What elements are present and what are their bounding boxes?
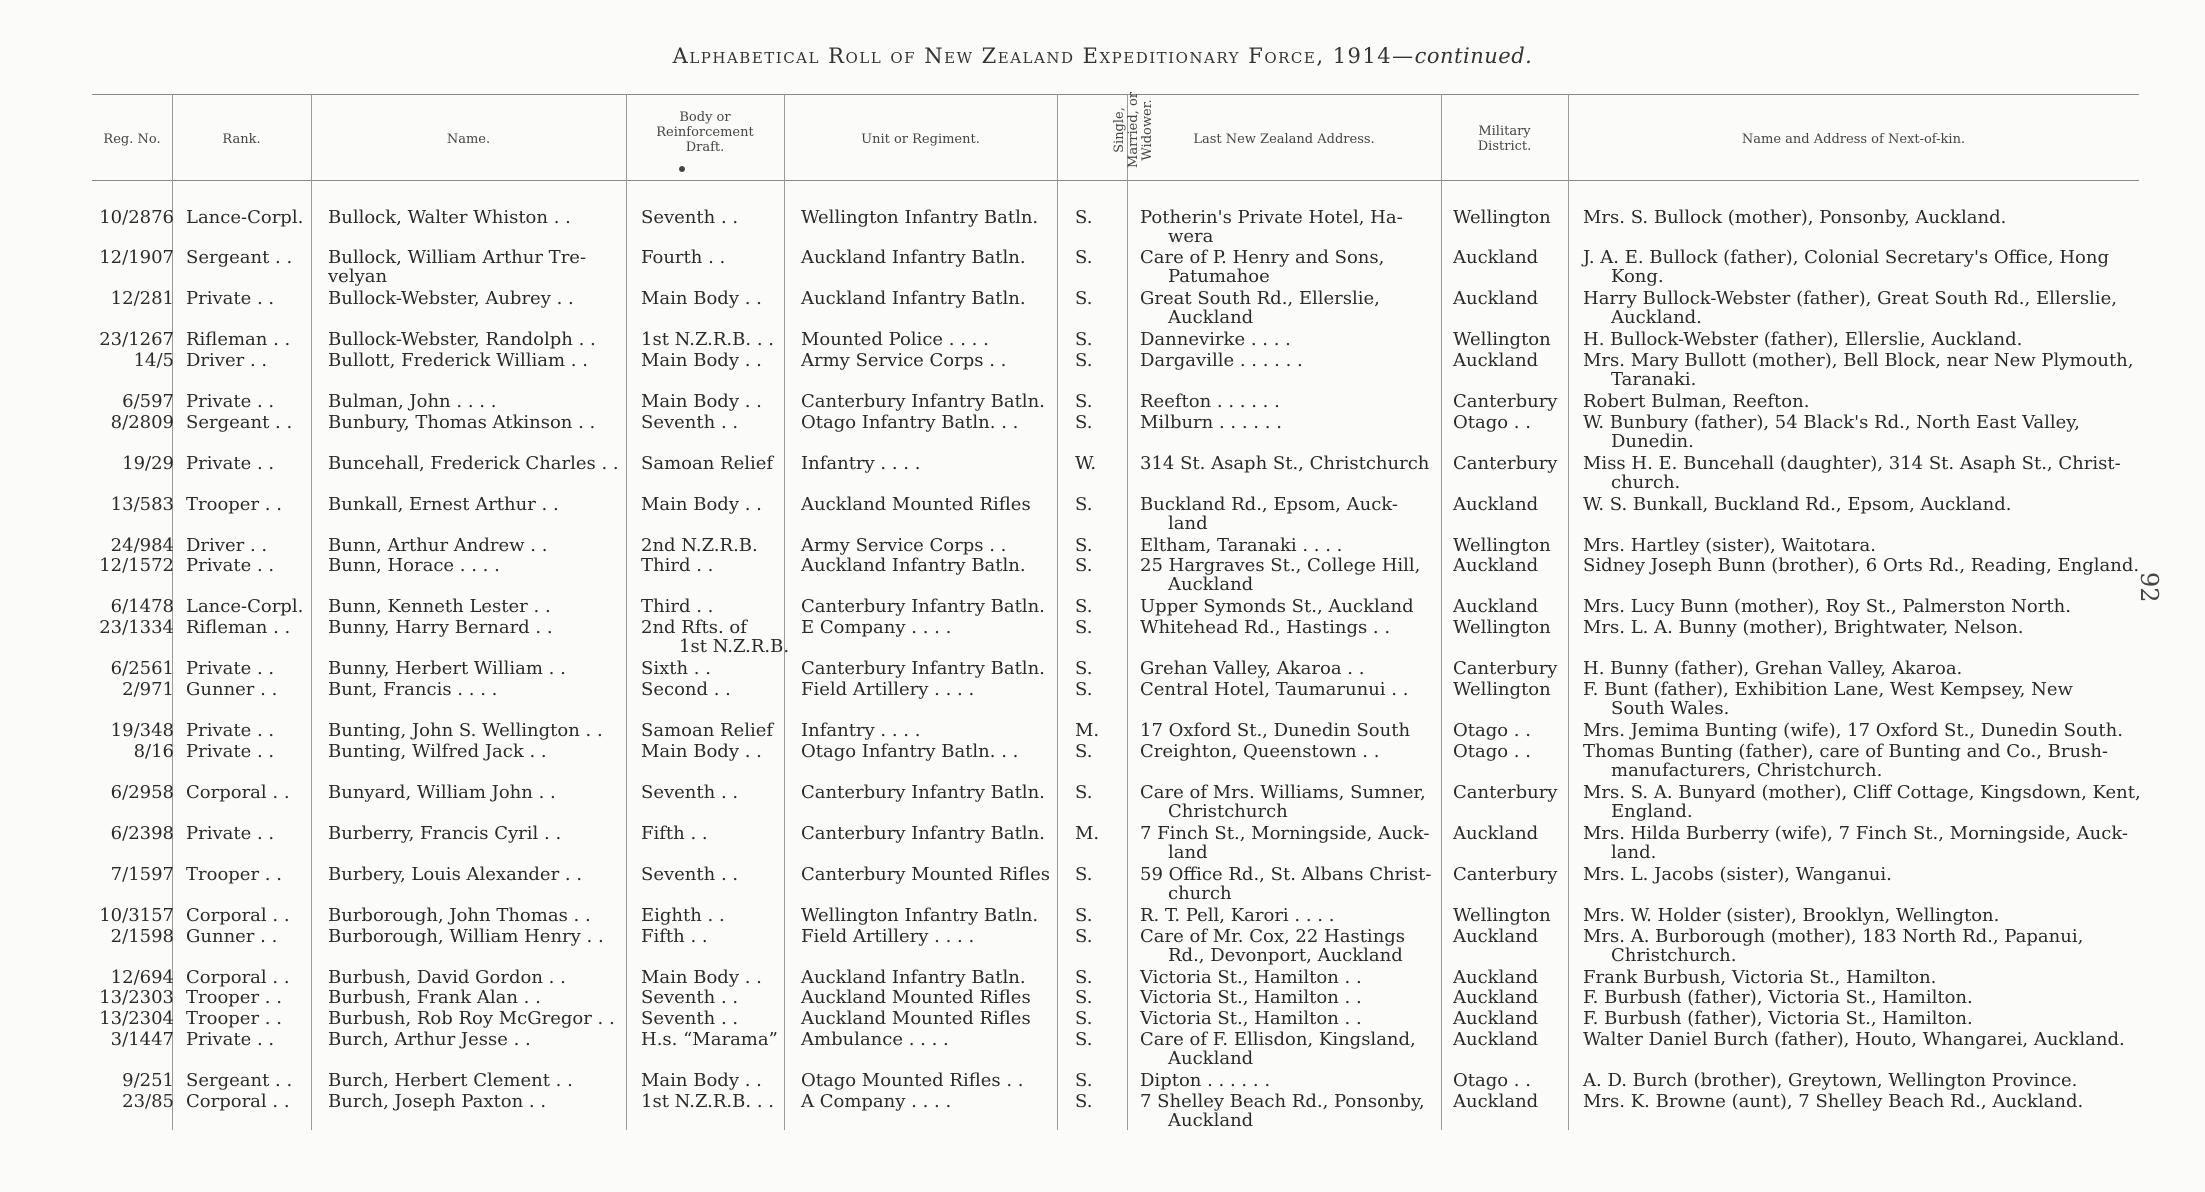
rank-cell: Lance-Corpl. bbox=[186, 207, 304, 228]
draft-cell: 2nd Rfts. of bbox=[641, 617, 747, 638]
reg-no-cell: 24/984 bbox=[110, 535, 174, 556]
status-cell: S. bbox=[1075, 494, 1093, 515]
draft-cell: Seventh . . bbox=[641, 782, 739, 803]
district-cell: Canterbury bbox=[1453, 864, 1558, 885]
address-cell-continued: Auckland bbox=[1168, 307, 1254, 328]
district-cell: Auckland bbox=[1453, 987, 1539, 1008]
status-cell: S. bbox=[1075, 617, 1093, 638]
status-cell: S. bbox=[1075, 391, 1093, 412]
draft-cell: Samoan Relief bbox=[641, 453, 774, 474]
rank-cell: Corporal . . bbox=[186, 782, 290, 803]
rank-cell: Rifleman . . bbox=[186, 617, 291, 638]
reg-no-cell: 13/2304 bbox=[99, 1008, 174, 1029]
next-of-kin-cell: F. Burbush (father), Victoria St., Hamilton. bbox=[1583, 987, 1973, 1008]
next-of-kin-cell-continued: Dunedin. bbox=[1611, 431, 1694, 452]
unit-cell: Infantry . . . . bbox=[801, 453, 921, 474]
rank-cell: Private . . bbox=[186, 288, 275, 309]
address-cell: Whitehead Rd., Hastings . . bbox=[1140, 617, 1391, 638]
unit-cell: Canterbury Mounted Rifles bbox=[801, 864, 1050, 885]
next-of-kin-cell: Mrs. L. Jacobs (sister), Wanganui. bbox=[1583, 864, 1892, 885]
header-draft-line: Body or bbox=[679, 109, 731, 125]
district-cell: Canterbury bbox=[1453, 453, 1558, 474]
reg-no-cell: 8/16 bbox=[133, 741, 174, 762]
header-district: Military District. bbox=[1477, 124, 1532, 154]
name-cell: Bulman, John . . . . bbox=[328, 391, 497, 412]
page-title: Alphabetical Roll of New Zealand Expeditionary Force, 1914—continued. bbox=[672, 44, 1533, 68]
address-cell: Dipton . . . . . . bbox=[1140, 1070, 1271, 1091]
name-cell-continued: velyan bbox=[328, 266, 388, 287]
name-cell: Burborough, William Henry . . bbox=[328, 926, 604, 947]
reg-no-cell: 12/281 bbox=[110, 288, 174, 309]
next-of-kin-cell: Mrs. Lucy Bunn (mother), Roy St., Palmerston North. bbox=[1583, 596, 2071, 617]
rank-cell: Private . . bbox=[186, 720, 275, 741]
draft-cell: Second . . bbox=[641, 679, 731, 700]
district-cell: Auckland bbox=[1453, 247, 1539, 268]
unit-cell: Auckland Mounted Rifles bbox=[801, 987, 1031, 1008]
next-of-kin-cell-continued: Auckland. bbox=[1611, 307, 1702, 328]
rank-cell: Sergeant . . bbox=[186, 247, 293, 268]
reg-no-cell: 12/1572 bbox=[99, 555, 174, 576]
district-cell: Auckland bbox=[1453, 494, 1539, 515]
next-of-kin-cell: Robert Bulman, Reefton. bbox=[1583, 391, 1810, 412]
draft-cell: Eighth . . bbox=[641, 905, 725, 926]
next-of-kin-cell: Mrs. Jemima Bunting (wife), 17 Oxford St., Dunedin South. bbox=[1583, 720, 2123, 741]
status-cell: S. bbox=[1075, 926, 1093, 947]
draft-cell: Samoan Relief bbox=[641, 720, 774, 741]
status-cell: M. bbox=[1075, 720, 1100, 741]
address-cell: Potherin's Private Hotel, Ha- bbox=[1140, 207, 1403, 228]
address-cell: 314 St. Asaph St., Christchurch bbox=[1140, 453, 1430, 474]
rank-cell: Lance-Corpl. bbox=[186, 596, 304, 617]
unit-cell: E Company . . . . bbox=[801, 617, 952, 638]
status-cell: S. bbox=[1075, 350, 1093, 371]
district-cell: Wellington bbox=[1453, 329, 1551, 350]
unit-cell: Army Service Corps . . bbox=[801, 535, 1007, 556]
status-cell: W. bbox=[1075, 453, 1097, 474]
next-of-kin-cell: Mrs. S. Bullock (mother), Ponsonby, Auckland. bbox=[1583, 207, 2007, 228]
district-cell: Otago . . bbox=[1453, 741, 1531, 762]
header-rank: Rank. bbox=[222, 131, 261, 147]
header-address: Last New Zealand Address. bbox=[1193, 131, 1375, 147]
status-cell: S. bbox=[1075, 987, 1093, 1008]
name-cell: Bullock-Webster, Aubrey . . bbox=[328, 288, 574, 309]
draft-cell: Main Body . . bbox=[641, 288, 762, 309]
rank-cell: Private . . bbox=[186, 1029, 275, 1050]
unit-cell: Army Service Corps . . bbox=[801, 350, 1007, 371]
reg-no-cell: 14/5 bbox=[133, 350, 174, 371]
next-of-kin-cell: Harry Bullock-Webster (father), Great South Rd., Ellerslie, bbox=[1583, 288, 2117, 309]
unit-cell: Ambulance . . . . bbox=[801, 1029, 949, 1050]
next-of-kin-cell-continued: England. bbox=[1611, 801, 1693, 822]
draft-cell: Main Body . . bbox=[641, 350, 762, 371]
rank-cell: Driver . . bbox=[186, 350, 268, 371]
district-cell: Canterbury bbox=[1453, 782, 1558, 803]
draft-cell: Main Body . . bbox=[641, 1070, 762, 1091]
reg-no-cell: 19/348 bbox=[110, 720, 174, 741]
next-of-kin-cell: H. Bullock-Webster (father), Ellerslie, Auckland. bbox=[1583, 329, 2023, 350]
draft-cell: 2nd N.Z.R.B. bbox=[641, 535, 758, 556]
rank-cell: Corporal . . bbox=[186, 967, 290, 988]
address-cell-continued: Auckland bbox=[1168, 574, 1254, 595]
name-cell: Bullock, William Arthur Tre- bbox=[328, 247, 587, 268]
reg-no-cell: 6/1478 bbox=[110, 596, 174, 617]
unit-cell: Auckland Infantry Batln. bbox=[801, 288, 1026, 309]
reg-no-cell: 6/2561 bbox=[110, 658, 174, 679]
unit-cell: Canterbury Infantry Batln. bbox=[801, 782, 1045, 803]
status-cell: S. bbox=[1075, 555, 1093, 576]
district-cell: Auckland bbox=[1453, 1008, 1539, 1029]
unit-cell: Field Artillery . . . . bbox=[801, 926, 975, 947]
address-cell-continued: church bbox=[1168, 883, 1232, 904]
district-cell: Wellington bbox=[1453, 905, 1551, 926]
rank-cell: Private . . bbox=[186, 658, 275, 679]
district-cell: Otago . . bbox=[1453, 720, 1531, 741]
reg-no-cell: 8/2809 bbox=[110, 412, 174, 433]
address-cell: Buckland Rd., Epsom, Auck- bbox=[1140, 494, 1398, 515]
address-cell: Victoria St., Hamilton . . bbox=[1140, 987, 1362, 1008]
reg-no-cell: 6/2398 bbox=[110, 823, 174, 844]
next-of-kin-cell: Mrs. W. Holder (sister), Brooklyn, Wellington. bbox=[1583, 905, 2000, 926]
unit-cell: Infantry . . . . bbox=[801, 720, 921, 741]
name-cell: Buncehall, Frederick Charles . . bbox=[328, 453, 619, 474]
address-cell-continued: land bbox=[1168, 513, 1208, 534]
reg-no-cell: 6/597 bbox=[122, 391, 174, 412]
district-cell: Wellington bbox=[1453, 535, 1551, 556]
name-cell: Bunting, John S. Wellington . . bbox=[328, 720, 603, 741]
unit-cell: Mounted Police . . . . bbox=[801, 329, 989, 350]
draft-cell: Seventh . . bbox=[641, 1008, 739, 1029]
header-reg-no: Reg. No. bbox=[103, 131, 161, 147]
reg-no-cell: 10/2876 bbox=[99, 207, 174, 228]
status-cell: S. bbox=[1075, 658, 1093, 679]
status-cell: S. bbox=[1075, 247, 1093, 268]
rank-cell: Private . . bbox=[186, 741, 275, 762]
name-cell: Bunn, Arthur Andrew . . bbox=[328, 535, 548, 556]
district-cell: Otago . . bbox=[1453, 1070, 1531, 1091]
draft-cell: 1st N.Z.R.B. . . bbox=[641, 329, 774, 350]
address-cell: 7 Finch St., Morningside, Auck- bbox=[1140, 823, 1430, 844]
unit-cell: Wellington Infantry Batln. bbox=[801, 905, 1039, 926]
draft-cell: Seventh . . bbox=[641, 207, 739, 228]
next-of-kin-cell: Frank Burbush, Victoria St., Hamilton. bbox=[1583, 967, 1937, 988]
next-of-kin-cell-continued: Taranaki. bbox=[1611, 369, 1697, 390]
next-of-kin-cell: F. Burbush (father), Victoria St., Hamilton. bbox=[1583, 1008, 1973, 1029]
name-cell: Burbush, David Gordon . . bbox=[328, 967, 566, 988]
address-cell: 25 Hargraves St., College Hill, bbox=[1140, 555, 1421, 576]
draft-cell: Fourth . . bbox=[641, 247, 726, 268]
next-of-kin-cell: Mrs. Hilda Burberry (wife), 7 Finch St., Morningside, Auck- bbox=[1583, 823, 2129, 844]
reg-no-cell: 3/1447 bbox=[110, 1029, 174, 1050]
unit-cell: Auckland Infantry Batln. bbox=[801, 967, 1026, 988]
unit-cell: Canterbury Infantry Batln. bbox=[801, 391, 1045, 412]
header-next-of-kin: Name and Address of Next-of-kin. bbox=[1741, 131, 1966, 147]
next-of-kin-cell-continued: church. bbox=[1611, 472, 1681, 493]
reg-no-cell: 12/1907 bbox=[99, 247, 174, 268]
draft-cell: Seventh . . bbox=[641, 864, 739, 885]
address-cell: Dannevirke . . . . bbox=[1140, 329, 1291, 350]
next-of-kin-cell-continued: Christchurch. bbox=[1611, 945, 1737, 966]
draft-cell: Main Body . . bbox=[641, 741, 762, 762]
reg-no-cell: 2/1598 bbox=[110, 926, 174, 947]
name-cell: Burch, Arthur Jesse . . bbox=[328, 1029, 531, 1050]
address-cell-continued: Auckland bbox=[1168, 1048, 1254, 1069]
next-of-kin-cell: Mrs. Hartley (sister), Waitotara. bbox=[1583, 535, 1877, 556]
address-cell: Grehan Valley, Akaroa . . bbox=[1140, 658, 1365, 679]
reg-no-cell: 23/85 bbox=[122, 1091, 174, 1112]
reg-no-cell: 23/1267 bbox=[99, 329, 174, 350]
name-cell: Burbery, Louis Alexander . . bbox=[328, 864, 583, 885]
unit-cell: Wellington Infantry Batln. bbox=[801, 207, 1039, 228]
name-cell: Bunt, Francis . . . . bbox=[328, 679, 498, 700]
name-cell: Burch, Herbert Clement . . bbox=[328, 1070, 573, 1091]
name-cell: Bunn, Kenneth Lester . . bbox=[328, 596, 551, 617]
next-of-kin-cell-continued: Kong. bbox=[1611, 266, 1664, 287]
status-cell: M. bbox=[1075, 823, 1100, 844]
status-cell: S. bbox=[1075, 905, 1093, 926]
next-of-kin-cell: Mrs. A. Burborough (mother), 183 North Rd., Papanui, bbox=[1583, 926, 2084, 947]
next-of-kin-cell: Mrs. K. Browne (aunt), 7 Shelley Beach Rd., Auckland. bbox=[1583, 1091, 2084, 1112]
district-cell: Auckland bbox=[1453, 350, 1539, 371]
next-of-kin-cell: Mrs. Mary Bullott (mother), Bell Block, near New Plymouth, bbox=[1583, 350, 2134, 371]
draft-cell: Fifth . . bbox=[641, 926, 708, 947]
address-cell: Reefton . . . . . . bbox=[1140, 391, 1280, 412]
address-cell: Central Hotel, Taumarunui . . bbox=[1140, 679, 1409, 700]
district-cell: Auckland bbox=[1453, 555, 1539, 576]
name-cell: Bunting, Wilfred Jack . . bbox=[328, 741, 547, 762]
unit-cell: Canterbury Infantry Batln. bbox=[801, 658, 1045, 679]
unit-cell: Auckland Mounted Rifles bbox=[801, 1008, 1031, 1029]
reg-no-cell: 10/3157 bbox=[99, 905, 174, 926]
reg-no-cell: 2/971 bbox=[122, 679, 174, 700]
address-cell: 7 Shelley Beach Rd., Ponsonby, bbox=[1140, 1091, 1425, 1112]
name-cell: Bunbury, Thomas Atkinson . . bbox=[328, 412, 596, 433]
rank-cell: Driver . . bbox=[186, 535, 268, 556]
address-cell: 59 Office Rd., St. Albans Christ- bbox=[1140, 864, 1432, 885]
rank-cell: Gunner . . bbox=[186, 926, 278, 947]
district-cell: Auckland bbox=[1453, 926, 1539, 947]
unit-cell: Canterbury Infantry Batln. bbox=[801, 823, 1045, 844]
reg-no-cell: 19/29 bbox=[122, 453, 174, 474]
district-cell: Otago . . bbox=[1453, 412, 1531, 433]
next-of-kin-cell: Thomas Bunting (father), care of Bunting and Co., Brush- bbox=[1583, 741, 2109, 762]
rank-cell: Corporal . . bbox=[186, 1091, 290, 1112]
draft-cell: H.s. “Marama” bbox=[641, 1029, 778, 1050]
address-cell-continued: Patumahoe bbox=[1168, 266, 1270, 287]
address-cell: Care of Mr. Cox, 22 Hastings bbox=[1140, 926, 1406, 947]
rank-cell: Trooper . . bbox=[186, 494, 282, 515]
name-cell: Burbush, Frank Alan . . bbox=[328, 987, 541, 1008]
status-cell: S. bbox=[1075, 967, 1093, 988]
district-cell: Auckland bbox=[1453, 1091, 1539, 1112]
draft-cell-continued: 1st N.Z.R.B. bbox=[679, 636, 790, 657]
next-of-kin-cell: H. Bunny (father), Grehan Valley, Akaroa. bbox=[1583, 658, 1963, 679]
district-cell: Canterbury bbox=[1453, 391, 1558, 412]
address-cell: Upper Symonds St., Auckland bbox=[1140, 596, 1414, 617]
unit-cell: Auckland Infantry Batln. bbox=[801, 555, 1026, 576]
unit-cell: Otago Mounted Rifles . . bbox=[801, 1070, 1024, 1091]
name-cell: Bunny, Herbert William . . bbox=[328, 658, 566, 679]
rank-cell: Private . . bbox=[186, 453, 275, 474]
address-cell: R. T. Pell, Karori . . . . bbox=[1140, 905, 1335, 926]
draft-cell: 1st N.Z.R.B. . . bbox=[641, 1091, 774, 1112]
status-cell: S. bbox=[1075, 535, 1093, 556]
address-cell: Victoria St., Hamilton . . bbox=[1140, 1008, 1362, 1029]
rank-cell: Trooper . . bbox=[186, 1008, 282, 1029]
draft-cell: Seventh . . bbox=[641, 412, 739, 433]
rank-cell: Trooper . . bbox=[186, 864, 282, 885]
next-of-kin-cell: J. A. E. Bullock (father), Colonial Secretary's Office, Hong bbox=[1583, 247, 2109, 268]
district-cell: Auckland bbox=[1453, 967, 1539, 988]
status-cell: S. bbox=[1075, 288, 1093, 309]
header-unit: Unit or Regiment. bbox=[861, 131, 980, 147]
name-cell: Bullock-Webster, Randolph . . bbox=[328, 329, 596, 350]
page-number: 92 bbox=[2135, 572, 2163, 603]
address-cell: 17 Oxford St., Dunedin South bbox=[1140, 720, 1411, 741]
unit-cell: Auckland Infantry Batln. bbox=[801, 247, 1026, 268]
header-draft-line: Reinforcement bbox=[656, 124, 754, 140]
address-cell: Dargaville . . . . . . bbox=[1140, 350, 1303, 371]
status-cell: S. bbox=[1075, 679, 1093, 700]
district-cell: Auckland bbox=[1453, 1029, 1539, 1050]
next-of-kin-cell: W. Bunbury (father), 54 Black's Rd., North East Valley, bbox=[1583, 412, 2080, 433]
next-of-kin-cell: Walter Daniel Burch (father), Houto, Whangarei, Auckland. bbox=[1583, 1029, 2125, 1050]
rank-cell: Sergeant . . bbox=[186, 412, 293, 433]
next-of-kin-cell: Sidney Joseph Bunn (brother), 6 Orts Rd., Reading, England. bbox=[1583, 555, 2140, 576]
next-of-kin-cell: Mrs. S. A. Bunyard (mother), Cliff Cottage, Kingsdown, Kent, bbox=[1583, 782, 2141, 803]
rank-cell: Private . . bbox=[186, 823, 275, 844]
status-cell: S. bbox=[1075, 782, 1093, 803]
status-cell: S. bbox=[1075, 412, 1093, 433]
title-continued: continued. bbox=[1414, 44, 1533, 68]
header-draft-line: Draft. bbox=[685, 139, 725, 155]
district-cell: Wellington bbox=[1453, 207, 1551, 228]
unit-cell: Otago Infantry Batln. . . bbox=[801, 741, 1019, 762]
rank-cell: Rifleman . . bbox=[186, 329, 291, 350]
rank-cell: Gunner . . bbox=[186, 679, 278, 700]
rank-cell: Trooper . . bbox=[186, 987, 282, 1008]
rank-cell: Corporal . . bbox=[186, 905, 290, 926]
draft-cell: Main Body . . bbox=[641, 391, 762, 412]
name-cell: Bullott, Frederick William . . bbox=[328, 350, 588, 371]
next-of-kin-cell: Miss H. E. Buncehall (daughter), 314 St. Asaph St., Christ- bbox=[1583, 453, 2121, 474]
address-cell-continued: Auckland bbox=[1168, 1110, 1254, 1131]
draft-cell: Main Body . . bbox=[641, 494, 762, 515]
status-cell: S. bbox=[1075, 1029, 1093, 1050]
reg-no-cell: 23/1334 bbox=[99, 617, 174, 638]
status-cell: S. bbox=[1075, 1008, 1093, 1029]
address-cell: Care of F. Ellisdon, Kingsland, bbox=[1140, 1029, 1416, 1050]
status-cell: S. bbox=[1075, 864, 1093, 885]
name-cell: Bunyard, William John . . bbox=[328, 782, 556, 803]
name-cell: Bunkall, Ernest Arthur . . bbox=[328, 494, 559, 515]
district-cell: Auckland bbox=[1453, 596, 1539, 617]
status-cell: S. bbox=[1075, 741, 1093, 762]
name-cell: Bunny, Harry Bernard . . bbox=[328, 617, 553, 638]
next-of-kin-cell-continued: South Wales. bbox=[1611, 698, 1730, 719]
next-of-kin-cell: Mrs. L. A. Bunny (mother), Brightwater, Nelson. bbox=[1583, 617, 2024, 638]
draft-cell: Sixth . . bbox=[641, 658, 711, 679]
draft-cell: Seventh . . bbox=[641, 987, 739, 1008]
address-cell: Creighton, Queenstown . . bbox=[1140, 741, 1380, 762]
district-cell: Wellington bbox=[1453, 617, 1551, 638]
address-cell: Great South Rd., Ellerslie, bbox=[1140, 288, 1380, 309]
status-cell: S. bbox=[1075, 1091, 1093, 1112]
district-cell: Auckland bbox=[1453, 823, 1539, 844]
unit-cell: Otago Infantry Batln. . . bbox=[801, 412, 1019, 433]
reg-no-cell: 13/2303 bbox=[99, 987, 174, 1008]
next-of-kin-cell-continued: land. bbox=[1611, 842, 1657, 863]
name-cell: Burbush, Rob Roy McGregor . . bbox=[328, 1008, 615, 1029]
status-cell: S. bbox=[1075, 207, 1093, 228]
name-cell: Bunn, Horace . . . . bbox=[328, 555, 500, 576]
unit-cell: Field Artillery . . . . bbox=[801, 679, 975, 700]
draft-cell: Fifth . . bbox=[641, 823, 708, 844]
rank-cell: Private . . bbox=[186, 555, 275, 576]
rank-cell: Private . . bbox=[186, 391, 275, 412]
reg-no-cell: 13/583 bbox=[110, 494, 174, 515]
reg-no-cell: 6/2958 bbox=[110, 782, 174, 803]
status-cell: S. bbox=[1075, 1070, 1093, 1091]
next-of-kin-cell: A. D. Burch (brother), Greytown, Wellington Province. bbox=[1583, 1070, 2078, 1091]
draft-cell: Third . . bbox=[641, 555, 714, 576]
address-cell-continued: wera bbox=[1168, 226, 1214, 247]
status-cell: S. bbox=[1075, 596, 1093, 617]
draft-cell: Main Body . . bbox=[641, 967, 762, 988]
name-cell: Bullock, Walter Whiston . . bbox=[328, 207, 571, 228]
reg-no-cell: 9/251 bbox=[122, 1070, 174, 1091]
address-cell: Care of P. Henry and Sons, bbox=[1140, 247, 1385, 268]
address-cell-continued: Christchurch bbox=[1168, 801, 1288, 822]
reg-no-cell: 12/694 bbox=[110, 967, 174, 988]
address-cell: Care of Mrs. Williams, Sumner, bbox=[1140, 782, 1426, 803]
next-of-kin-cell-continued: manufacturers, Christchurch. bbox=[1611, 760, 1883, 781]
address-cell-continued: Rd., Devonport, Auckland bbox=[1168, 945, 1403, 966]
unit-cell: Auckland Mounted Rifles bbox=[801, 494, 1031, 515]
name-cell: Burberry, Francis Cyril . . bbox=[328, 823, 562, 844]
next-of-kin-cell: W. S. Bunkall, Buckland Rd., Epsom, Auckland. bbox=[1583, 494, 2012, 515]
next-of-kin-cell: F. Bunt (father), Exhibition Lane, West Kempsey, New bbox=[1583, 679, 2073, 700]
address-cell: Victoria St., Hamilton . . bbox=[1140, 967, 1362, 988]
header-name: Name. bbox=[446, 131, 491, 147]
district-cell: Canterbury bbox=[1453, 658, 1558, 679]
district-cell: Auckland bbox=[1453, 288, 1539, 309]
address-cell-continued: land bbox=[1168, 842, 1208, 863]
name-cell: Burborough, John Thomas . . bbox=[328, 905, 591, 926]
address-cell: Milburn . . . . . . bbox=[1140, 412, 1282, 433]
rank-cell: Sergeant . . bbox=[186, 1070, 293, 1091]
address-cell: Eltham, Taranaki . . . . bbox=[1140, 535, 1343, 556]
status-cell: S. bbox=[1075, 329, 1093, 350]
unit-cell: Canterbury Infantry Batln. bbox=[801, 596, 1045, 617]
reg-no-cell: 7/1597 bbox=[110, 864, 174, 885]
header-status: Single, Married, or Widower. bbox=[1112, 92, 1155, 168]
name-cell: Burch, Joseph Paxton . . bbox=[328, 1091, 547, 1112]
unit-cell: A Company . . . . bbox=[801, 1091, 952, 1112]
draft-cell: Third . . bbox=[641, 596, 714, 617]
district-cell: Wellington bbox=[1453, 679, 1551, 700]
